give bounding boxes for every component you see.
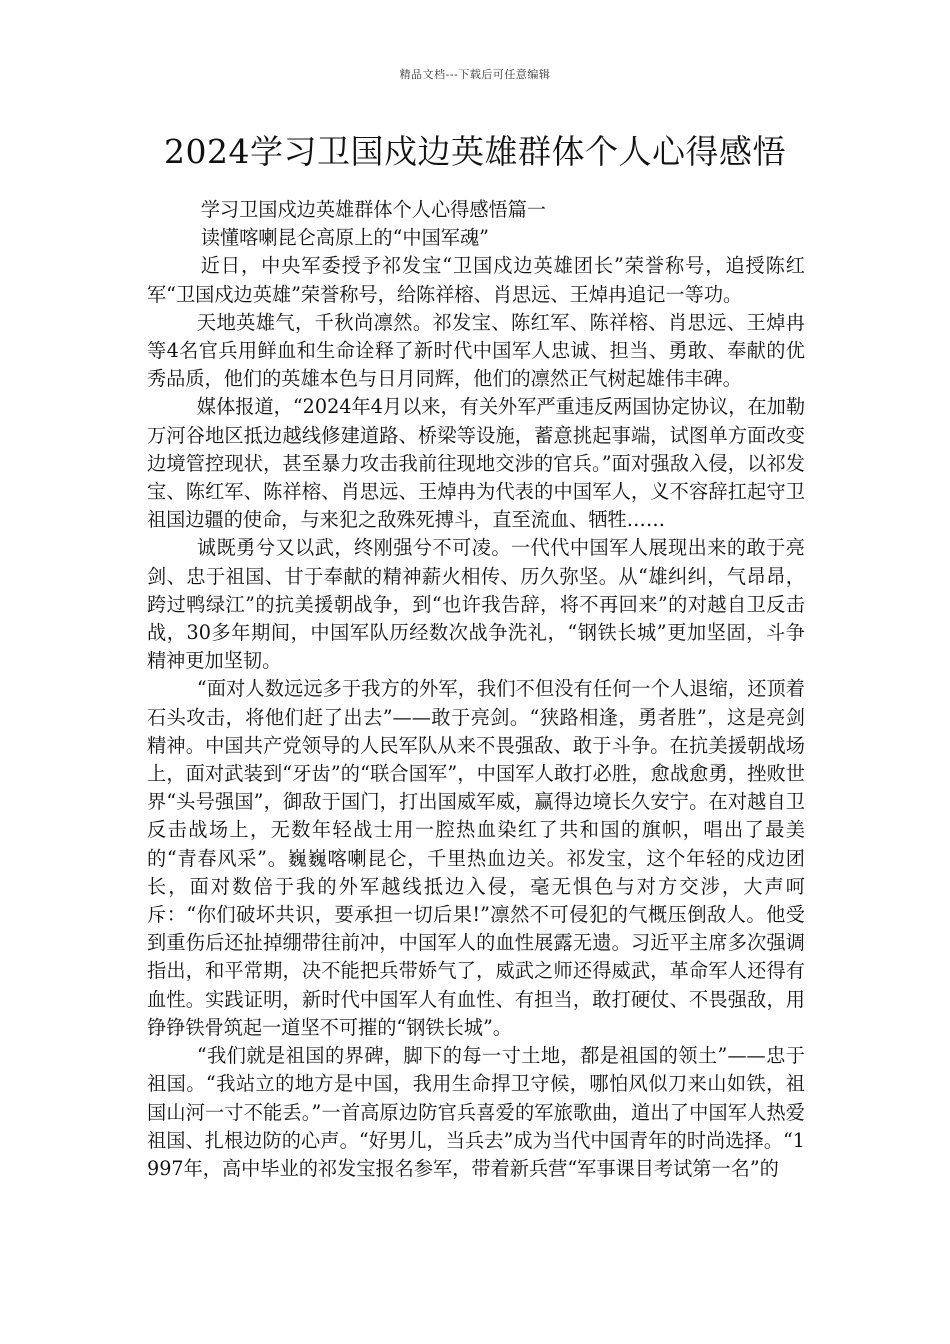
header-note: 精品文档---下载后可任意编辑 (399, 68, 551, 81)
document-body (147, 196, 805, 1183)
paragraph-4: 诚既勇兮又以武，终刚强兮不可凌。一代代中国军人展现出来的敢于亮剑、忠于祖国、甘于奉献的精神薪火相传、历久弥坚。从“雄纠纠，气昂昂，跨过鸭绿江”的抗美援朝战争，到“也许我告辞，将不再回来”的对越自卫反击战，30多年期间，中国军队历经数次战争洗礼，“钢铁长城”更加坚固，斗争精神更加坚韧。 (147, 536, 805, 673)
document-title: 2024学习卫国戍边英雄群体个人心得感悟 (164, 132, 786, 171)
paragraph-1: 近日，中央军委授予祁发宝“卫国戍边英雄团长”荣誉称号，追授陈红军“卫国戍边英雄”荣誉称号，给陈祥榕、肖思远、王焯冉追记一等功。 (147, 254, 805, 306)
paragraph-2: 天地英雄气，千秋尚凛然。祁发宝、陈红军、陈祥榕、肖思远、王焯冉等4名官兵用鲜血和生命诠释了新时代中国军人忠诚、担当、勇敢、奉献的优秀品质，他们的英雄本色与日月同辉，他们的凛然正气树起雄伟丰碑。 (147, 310, 805, 391)
paragraph-3: 媒体报道，“2024年4月以来，有关外军严重违反两国协定协议，在加勒万河谷地区抵边越线修建道路、桥梁等设施，蓄意挑起事端，试图单方面改变边境管控现状，甚至暴力攻击我前往现地交涉的官兵。”面对强敌入侵，以祁发宝、陈红军、陈祥榕、肖思远、王焯冉为代表的中国军人，义不容辞扛起守卫祖国边疆的使命，与来犯之敌殊死搏斗，直至流血、牺牲…… (147, 395, 806, 532)
section-heading: 学习卫国戍边英雄群体个人心得感悟篇一 (200, 198, 547, 221)
paragraph-5: “面对人数远远多于我方的外军，我们不但没有任何一个人退缩，还顶着石头攻击，将他们赶了出去”——敢于亮剑。“狭路相逢，勇者胜”，这是亮剑精神。中国共产党领导的人民军队从来不畏强敌、敢于斗争。在抗美援朝战场上，面对武装到“牙齿”的“联合国军”，中国军人敢打必胜，愈战愈勇，挫败世界“头号强国”，御敌于国门，打出国威军威，赢得边境长久安宁。在对越自卫反击战场上，无数年轻战士用一腔热血染红了共和国的旗帜，唱出了最美的“青春风采”。巍巍喀喇昆仑，千里热血边关。祁发宝，这个年轻的戍边团长，面对数倍于我的外军越线抵边入侵，毫无惧色与对方交涉，大声呵斥：“你们破坏共识，要承担一切后果!”凛然不可侵犯的气概压倒敌人。他受到重伤后还扯掉绷带往前冲，中国军人的血性展露无遗。习近平主席多次强调指出，和平常期，决不能把兵带娇气了，威武之师还得威武，革命军人还得有血性。实践证明，新时代中国军人有血性、有担当，敢打硬仗、不畏强敌，用铮铮铁骨筑起一道坚不可摧的“钢铁长城”。 (147, 677, 805, 1039)
section-subheading: 读懂喀喇昆仑高原上的“中国军魂” (200, 226, 489, 250)
paragraph-6: “我们就是祖国的界碑，脚下的每一寸土地，都是祖国的领土”——忠于祖国。“我站立的地方是中国，我用生命捍卫守候，哪怕风似刀来山如铁，祖国山河一寸不能丢。”一首高原边防官兵喜爱的军旅歌曲，道出了中国军人热爱祖国、扎根边防的心声。“好男儿，当兵去”成为当代中国青年的时尚选择。“1997年，高中毕业的祁发宝报名参军，带着新兵营“军事课目考试第一名”的 (147, 1044, 805, 1180)
